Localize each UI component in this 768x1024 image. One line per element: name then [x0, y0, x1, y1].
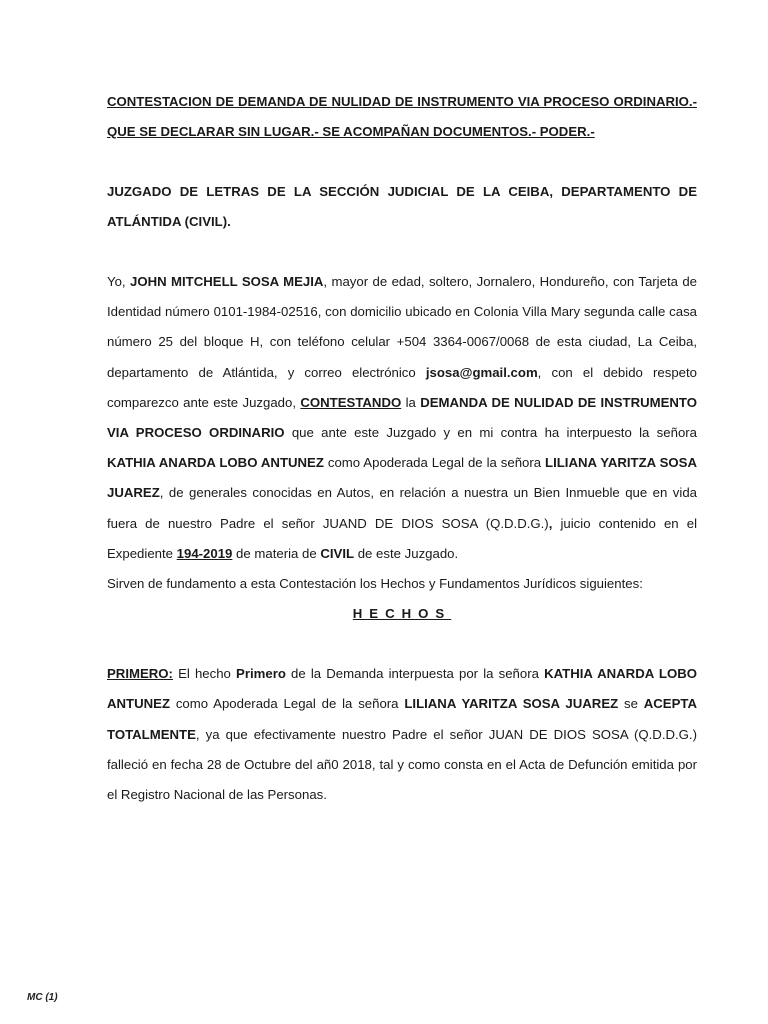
intro-paragraph: Yo, JOHN MITCHELL SOSA MEJIA, mayor de edad, soltero, Jornalero, Hondureño, con Tarjeta de Identidad número 0101-1984-02516, con domicilio ubicado en Colonia Villa Mary segunda calle casa número 25 del bloque H, con teléfono celular +504 3364-0067/0068 de esta ciudad, La Ceiba, departamento de Atlántida, y correo electrónico jsosa@gmail.com, con el debido respeto comparezco ante este Juzgado, CONTESTANDO la DEMANDA DE NULIDAD DE INSTRUMENTO VIA PROCESO ORDINARIO que ante este Juzgado y en mi contra ha interpuesto la señora KATHIA ANARDA LOBO ANTUNEZ como Apoderada Legal de la señora LILIANA YARITZA SOSA JUAREZ, de generales conocidas en Autos, en relación a nuestra un Bien Inmueble que en vida fuera de nuestro Padre el señor JUAND DE DIOS SOSA (Q.D.D.G.), juicio contenido en el Expediente 194-2019 de materia de CIVIL de este Juzgado.: [107, 274, 698, 561]
kathia-name: KATHIA ANARDA LOBO ANTUNEZ: [107, 455, 324, 471]
matter-civil: CIVIL: [320, 545, 355, 561]
liliana-name: LILIANA YARITZA SOSA JUAREZ: [404, 696, 619, 712]
spacer: [107, 629, 697, 659]
primero-paragraph: PRIMERO: El hecho Primero de la Demanda interpuesta por la señora KATHIA ANARDA LOBO ANTUNEZ como Apoderada Legal de la señora LILIANA YARITZA SOSA JUAREZ se ACEPTA TOTALMENTE, ya que efectivamente nuestro Padre el señor JUAN DE DIOS SOSA (Q.D.D.G.) falleció en fecha 28 de Octubre del añ0 2018, tal y como consta en el Acta de Defunción emitida por el Registro Nacional de las Personas.: [107, 666, 697, 803]
page-footer-code: MC (1): [27, 992, 58, 1003]
kathia-name: KATHIA ANARDA LOBO ANTUNEZ: [107, 666, 697, 712]
primero-label: PRIMERO:: [107, 666, 173, 682]
email-address: jsosa@gmail.com: [425, 364, 538, 380]
document-title: CONTESTACION DE DEMANDA DE NULIDAD DE INSTRUMENTO VIA PROCESO ORDINARIO.-QUE SE DECLARAR SIN LUGAR.- SE ACOMPAÑAN DOCUMENTOS.- PODER.-: [107, 94, 697, 139]
spacer: [107, 237, 697, 267]
liliana-name: LILIANA YARITZA SOSA JUAREZ: [107, 455, 697, 501]
court-heading: JUZGADO DE LETRAS DE LA SECCIÓN JUDICIAL DE LA CEIBA, DEPARTAMENTO DE ATLÁNTIDA (CIVIL).: [107, 184, 697, 229]
contestando-word: CONTESTANDO: [300, 394, 402, 410]
acepta-totalmente: ACEPTA TOTALMENTE: [107, 696, 697, 742]
hechos-heading: HECHOS: [352, 606, 452, 622]
document-page: [107, 87, 697, 810]
demand-name: DEMANDA DE NULIDAD DE INSTRUMENTO VIA PROCESO ORDINARIO: [107, 394, 697, 441]
defendant-name: JOHN MITCHELL SOSA MEJIA: [129, 274, 324, 289]
case-number: 194-2019: [176, 545, 233, 561]
fundamento-paragraph: Sirven de fundamento a esta Contestación los Hechos y Fundamentos Jurídicos siguientes:: [107, 576, 643, 592]
